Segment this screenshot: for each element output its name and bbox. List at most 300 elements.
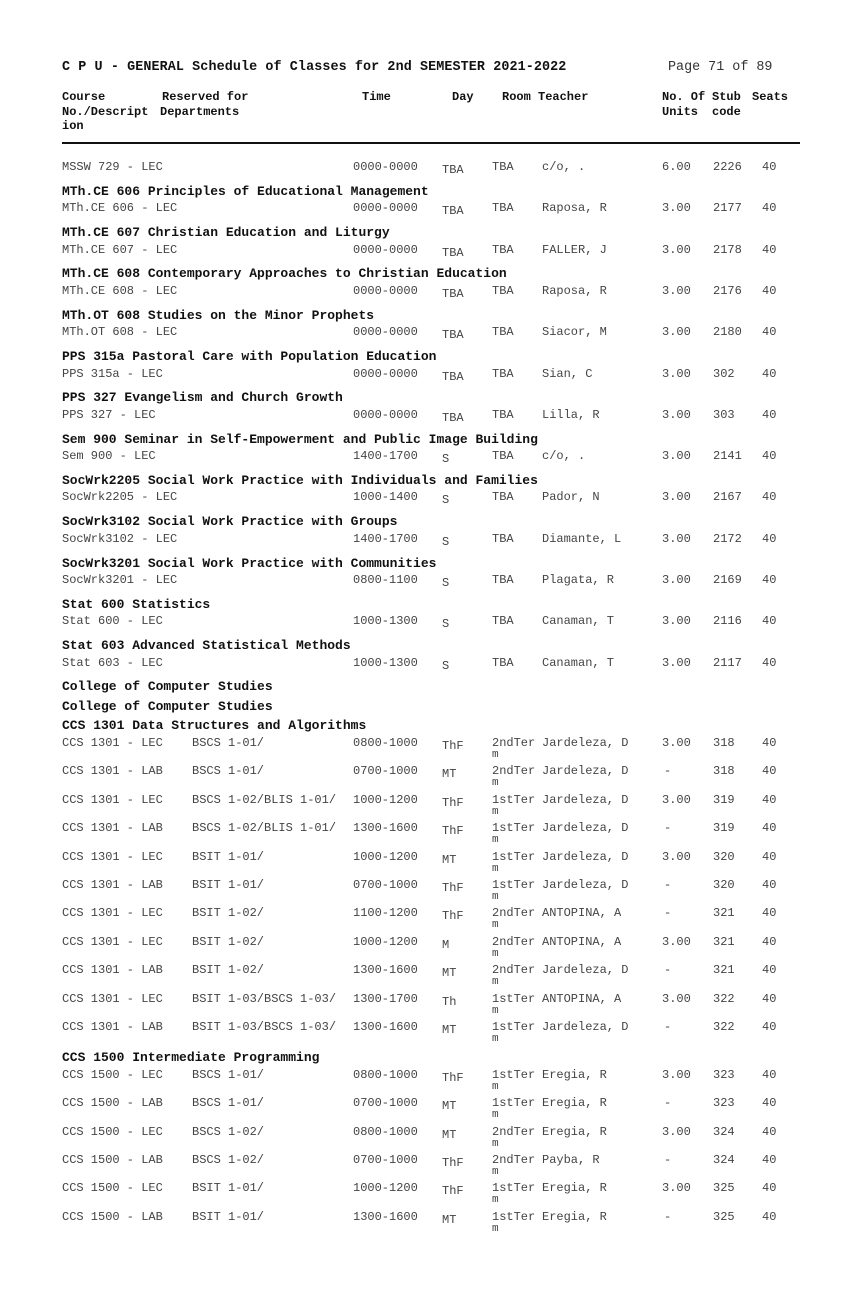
schedule-row (0, 243, 850, 263)
seats-cell-text: 40 (762, 764, 777, 779)
units-cell (664, 906, 704, 920)
course-cell-text: CCS 1301 - LEC (62, 991, 163, 1006)
seats-cell-text: 40 (762, 1019, 777, 1034)
seats-cell-text: 40 (762, 1181, 777, 1196)
room-cell (492, 1124, 536, 1150)
header-day: Day (452, 90, 474, 104)
stub-code-cell (713, 243, 742, 257)
room-cell-text: TBA (492, 573, 514, 587)
stub-code-cell-text: 324 (713, 1153, 735, 1167)
stub-code-cell (713, 160, 742, 174)
stub-code-cell (713, 850, 735, 864)
day-cell-text: TBA (442, 410, 464, 425)
room-cell-text: TBA (492, 407, 514, 422)
room-cell (492, 573, 514, 587)
day-cell-text: TBA (442, 204, 464, 219)
course-cell (62, 963, 163, 977)
stub-code-cell (713, 656, 742, 670)
units-cell (664, 1020, 704, 1034)
teacher-cell-text: Jardeleza, D (542, 877, 629, 892)
teacher-cell (542, 532, 621, 546)
course-cell (62, 1181, 163, 1195)
header-room-teacher: Room Teacher (502, 90, 589, 104)
schedule-row (0, 614, 850, 634)
units-cell (664, 1096, 704, 1110)
stub-code-cell-text: 322 (713, 991, 735, 1006)
time-cell-text: 1400-1700 (353, 531, 418, 546)
day-cell (442, 853, 456, 867)
day-cell (442, 1156, 464, 1170)
day-cell (442, 204, 464, 218)
header-seats: Seats (752, 90, 789, 104)
teacher-cell-text: Eregia, R (542, 1124, 607, 1139)
course-cell-text: CCS 1500 - LAB (62, 1209, 163, 1224)
seats-cell (762, 490, 776, 504)
stub-code-cell-text: 2177 (713, 201, 742, 216)
teacher-cell-text: Lilla, R (542, 407, 600, 422)
stub-code-cell (713, 325, 742, 339)
course-group-heading: MTh.CE 606 Principles of Educational Management (62, 183, 429, 199)
stub-code-cell (713, 1210, 735, 1224)
reserved-cell-text: BSCS 1-02/ (192, 1153, 265, 1167)
room-cell-text: 2ndTer (492, 934, 536, 949)
units-cell (664, 1210, 704, 1224)
header-units-line-2: Units (662, 104, 699, 119)
header-reserved (162, 90, 248, 119)
seats-cell (762, 1096, 776, 1110)
units-cell (662, 532, 702, 546)
course-cell-text: CCS 1500 - LEC (62, 1067, 163, 1082)
teacher-cell (542, 821, 628, 835)
course-group-heading: Stat 603 Advanced Statistical Methods (62, 638, 351, 654)
seats-cell (762, 243, 776, 257)
room-wrap-text: m (492, 919, 499, 932)
units-cell-text: 3.00 (662, 242, 691, 257)
room-cell (492, 160, 514, 174)
day-cell (442, 824, 464, 838)
stub-code-cell-text: 322 (713, 1019, 735, 1034)
stub-code-cell (713, 1181, 735, 1195)
teacher-cell-text: FALLER, J (542, 242, 607, 257)
course-cell-text: MSSW 729 - LEC (62, 160, 163, 174)
room-wrap-text: m (492, 1080, 499, 1093)
seats-cell-text: 40 (762, 531, 777, 546)
room-cell (492, 821, 536, 847)
course-cell (62, 935, 163, 949)
course-cell (62, 793, 163, 807)
course-group-heading: Stat 600 Statistics (62, 596, 211, 612)
time-cell-text: 0000-0000 (353, 201, 418, 216)
reserved-cell-text: BSCS 1-02/BLIS 1-01/ (192, 821, 337, 836)
room-cell-text: 1stTer (492, 1067, 536, 1082)
time-cell (353, 935, 418, 949)
teacher-cell (542, 1210, 607, 1224)
teacher-cell-text: Eregia, R (542, 1096, 607, 1111)
course-cell (62, 1210, 163, 1224)
room-cell-text: 1stTer (492, 1019, 536, 1034)
day-cell (442, 576, 449, 590)
units-cell-text: 3.00 (662, 934, 691, 949)
room-cell-text: 1stTer (492, 1096, 536, 1111)
seats-cell (762, 284, 776, 298)
day-cell (442, 1071, 464, 1085)
stub-code-cell-text: 2117 (713, 655, 742, 670)
header-course-line-2: No./Descript (62, 104, 149, 119)
room-cell-text: 2ndTer (492, 764, 536, 779)
reserved-cell (192, 764, 264, 778)
reserved-cell-text: BSIT 1-03/BSCS 1-03/ (192, 991, 337, 1006)
units-cell-text: 3.00 (662, 792, 691, 807)
room-cell-text: 1stTer (492, 792, 536, 807)
teacher-cell (542, 160, 585, 174)
course-cell (62, 243, 177, 257)
header-stub (712, 90, 741, 119)
time-cell (353, 821, 418, 835)
time-cell (353, 1181, 418, 1195)
schedule-row (0, 1124, 850, 1150)
teacher-cell-text: ANTOPINA, A (542, 991, 622, 1006)
seats-cell-text: 40 (762, 573, 777, 587)
time-cell (353, 614, 418, 628)
room-cell-text: TBA (492, 614, 514, 629)
room-cell-text: 1stTer (492, 821, 536, 836)
reserved-cell-text: BSIT 1-01/ (192, 877, 265, 892)
units-cell-text: 3.00 (662, 407, 691, 422)
schedule-row (0, 849, 850, 875)
stub-code-cell-text: 2172 (713, 531, 742, 546)
seats-cell (762, 1068, 776, 1082)
header-units (662, 90, 705, 119)
course-group-heading: MTh.CE 608 Contemporary Approaches to Christian Education (62, 266, 507, 282)
seats-cell-text: 40 (762, 849, 777, 864)
teacher-cell (542, 325, 607, 339)
teacher-cell (542, 573, 614, 587)
room-cell (492, 490, 514, 504)
schedule-row (0, 408, 850, 428)
units-cell-text: - (664, 963, 672, 978)
time-cell (353, 963, 418, 977)
stub-code-cell-text: 302 (713, 366, 735, 381)
units-cell (662, 656, 702, 670)
stub-code-cell (713, 284, 742, 298)
room-cell (492, 849, 536, 875)
seats-cell (762, 1125, 776, 1139)
day-cell (442, 411, 464, 425)
course-cell (62, 284, 177, 298)
stub-code-cell-text: 325 (713, 1209, 735, 1224)
room-wrap-text: m (492, 976, 499, 989)
room-cell (492, 408, 514, 422)
schedule-row (0, 1181, 850, 1207)
units-cell (662, 793, 702, 807)
course-cell-text: CCS 1500 - LEC (62, 1124, 163, 1139)
units-cell-text: - (664, 1209, 672, 1224)
room-cell (492, 735, 536, 761)
course-cell-text: MTh.OT 608 - LEC (62, 325, 178, 340)
time-cell-text: 0000-0000 (353, 160, 418, 174)
room-cell (492, 201, 514, 215)
day-cell-text: S (442, 576, 450, 590)
day-cell (442, 739, 464, 753)
day-cell-text: ThF (442, 1184, 464, 1199)
stub-code-cell-text: 323 (713, 1067, 735, 1082)
course-group-heading: MTh.OT 608 Studies on the Minor Prophets (62, 307, 375, 323)
course-cell-text: CCS 1301 - LEC (62, 906, 163, 921)
seats-cell-text: 40 (762, 201, 777, 216)
units-cell-text: 3.00 (662, 1067, 691, 1082)
units-cell-text: 3.00 (662, 991, 691, 1006)
seats-cell-text: 40 (762, 407, 777, 422)
stub-code-cell (713, 1153, 735, 1167)
room-cell (492, 1019, 536, 1045)
room-cell-text: 1stTer (492, 1181, 536, 1196)
teacher-cell (542, 935, 621, 949)
units-cell-text: 3.00 (662, 655, 691, 670)
room-cell (492, 1181, 536, 1207)
seats-cell-text: 40 (762, 490, 777, 505)
course-cell-text: CCS 1500 - LEC (62, 1181, 163, 1196)
schedule-row (0, 735, 850, 761)
room-cell-text: 1stTer (492, 877, 536, 892)
course-cell (62, 1096, 163, 1110)
teacher-cell-text: Sian, C (542, 366, 593, 381)
seats-cell-text: 40 (762, 906, 777, 921)
seats-cell-text: 40 (762, 792, 777, 807)
day-cell (442, 246, 464, 260)
day-cell (442, 370, 464, 384)
header-stub-line-1: Stub (712, 90, 741, 104)
stub-code-cell-text: 2169 (713, 573, 742, 587)
reserved-cell-text: BSCS 1-02/BLIS 1-01/ (192, 792, 337, 807)
seats-cell (762, 573, 776, 587)
teacher-cell (542, 878, 628, 892)
teacher-cell (542, 1096, 607, 1110)
units-cell (664, 878, 704, 892)
schedule-row (0, 325, 850, 345)
seats-cell (762, 367, 776, 381)
reserved-cell (192, 878, 264, 892)
seats-cell-text: 40 (762, 934, 777, 949)
reserved-cell-text: BSIT 1-03/BSCS 1-03/ (192, 1019, 337, 1034)
teacher-cell-text: Raposa, R (542, 283, 607, 298)
room-cell-text: 2ndTer (492, 1124, 536, 1139)
day-cell-text: MT (442, 852, 457, 867)
seats-cell-text: 40 (762, 614, 777, 629)
seats-cell (762, 878, 776, 892)
header-reserved-line-1: Reserved for (162, 90, 249, 104)
units-cell-text: - (664, 1096, 672, 1111)
course-cell-text: CCS 1500 - LAB (62, 1153, 163, 1167)
time-cell (353, 656, 418, 670)
room-cell-text: TBA (492, 283, 514, 298)
units-cell-text: - (664, 821, 672, 836)
seats-cell (762, 736, 776, 750)
day-cell-text: ThF (442, 1070, 464, 1085)
time-cell (353, 1125, 418, 1139)
day-cell (442, 881, 464, 895)
teacher-cell-text: Jardeleza, D (542, 792, 629, 807)
day-cell-text: MT (442, 767, 457, 782)
reserved-cell (192, 821, 336, 835)
course-cell (62, 656, 163, 670)
teacher-cell-text: Diamante, L (542, 531, 622, 546)
room-cell-text: 1stTer (492, 849, 536, 864)
time-cell-text: 0000-0000 (353, 325, 418, 340)
room-cell-text: 1stTer (492, 1209, 536, 1224)
schedule-row (0, 1067, 850, 1093)
seats-cell-text: 40 (762, 160, 777, 174)
day-cell (442, 493, 449, 507)
reserved-cell (192, 736, 264, 750)
stub-code-cell-text: 320 (713, 849, 735, 864)
stub-code-cell (713, 367, 735, 381)
course-cell-text: CCS 1301 - LAB (62, 764, 163, 779)
course-group-heading: College of Computer Studies (62, 679, 273, 695)
course-cell-text: SocWrk3201 - LEC (62, 573, 178, 587)
time-cell (353, 906, 418, 920)
course-cell (62, 736, 163, 750)
teacher-cell-text: Eregia, R (542, 1209, 607, 1224)
day-cell-text: ThF (442, 738, 464, 753)
course-cell (62, 201, 177, 215)
room-cell (492, 991, 536, 1017)
header-units-line-1: No. Of (662, 90, 706, 104)
schedule-row (0, 532, 850, 552)
time-cell-text: 0700-1000 (353, 1153, 418, 1167)
teacher-cell (542, 243, 607, 257)
reserved-cell-text: BSCS 1-02/ (192, 1124, 265, 1139)
seats-cell (762, 764, 776, 778)
units-cell (662, 850, 702, 864)
room-wrap-text: m (492, 1109, 499, 1122)
seats-cell (762, 449, 776, 463)
units-cell (664, 963, 704, 977)
room-wrap-text: m (492, 890, 499, 903)
seats-cell (762, 1020, 776, 1034)
room-cell (492, 934, 536, 960)
course-cell-text: PPS 327 - LEC (62, 407, 156, 422)
stub-code-cell (713, 1020, 735, 1034)
day-cell-text: TBA (442, 328, 464, 343)
room-cell-text: 2ndTer (492, 1153, 536, 1167)
seats-cell (762, 1210, 776, 1224)
units-cell (664, 764, 704, 778)
reserved-cell-text: BSIT 1-02/ (192, 934, 265, 949)
teacher-cell (542, 614, 614, 628)
time-cell-text: 1300-1600 (353, 821, 418, 836)
room-wrap-text: m (492, 1032, 499, 1045)
seats-cell-text: 40 (762, 991, 777, 1006)
teacher-cell (542, 284, 607, 298)
seats-cell-text: 40 (762, 1153, 777, 1167)
stub-code-cell (713, 992, 735, 1006)
header-stub-line-2: code (712, 104, 741, 119)
teacher-cell (542, 992, 621, 1006)
time-cell (353, 992, 418, 1006)
header-divider (62, 142, 800, 144)
stub-code-cell-text: 2116 (713, 614, 742, 629)
day-cell-text: MT (442, 1022, 457, 1037)
day-cell-text: TBA (442, 163, 464, 177)
units-cell (662, 573, 702, 587)
course-cell (62, 764, 163, 778)
day-cell-text: S (442, 658, 450, 673)
course-cell-text: Stat 600 - LEC (62, 614, 163, 629)
units-cell-text: 3.00 (662, 449, 691, 464)
course-cell (62, 878, 163, 892)
schedule-row (0, 877, 850, 903)
day-cell (442, 909, 464, 923)
time-cell-text: 0000-0000 (353, 407, 418, 422)
day-cell (442, 1128, 456, 1142)
day-cell (442, 1023, 456, 1037)
course-group-heading: College of Computer Studies (62, 698, 273, 714)
teacher-cell-text: Plagata, R (542, 573, 615, 587)
room-cell (492, 906, 536, 932)
time-cell (353, 201, 418, 215)
teacher-cell-text: ANTOPINA, A (542, 906, 622, 921)
room-cell (492, 1067, 536, 1093)
seats-cell (762, 160, 776, 174)
stub-code-cell-text: 318 (713, 764, 735, 779)
course-group-heading: Sem 900 Seminar in Self-Empowerment and Public Image Building (62, 431, 538, 447)
seats-cell (762, 793, 776, 807)
stub-code-cell-text: 318 (713, 735, 735, 750)
course-group-heading: CCS 1500 Intermediate Programming (62, 1050, 320, 1066)
seats-cell-text: 40 (762, 821, 777, 836)
course-cell-text: CCS 1301 - LEC (62, 735, 163, 750)
reserved-cell (192, 1210, 264, 1224)
room-cell (492, 243, 514, 257)
room-cell (492, 792, 536, 818)
reserved-cell-text: BSCS 1-01/ (192, 1067, 265, 1082)
day-cell (442, 163, 464, 177)
course-cell-text: CCS 1301 - LAB (62, 963, 163, 978)
header-course (62, 90, 148, 134)
units-cell (662, 408, 702, 422)
day-cell (442, 659, 449, 673)
time-cell (353, 532, 418, 546)
day-cell-text: S (442, 617, 450, 632)
course-cell-text: MTh.CE 607 - LEC (62, 242, 178, 257)
units-cell (662, 201, 702, 215)
stub-code-cell-text: 2180 (713, 325, 742, 340)
room-cell-text: TBA (492, 449, 514, 464)
seats-cell-text: 40 (762, 877, 777, 892)
time-cell-text: 0000-0000 (353, 366, 418, 381)
units-cell-text: 3.00 (662, 573, 691, 587)
schedule-row (0, 963, 850, 989)
teacher-cell-text: ANTOPINA, A (542, 934, 622, 949)
room-wrap-text: m (492, 834, 499, 847)
units-cell (664, 821, 704, 835)
schedule-row (0, 160, 850, 180)
room-cell (492, 1209, 536, 1235)
units-cell-text: - (664, 906, 672, 921)
course-cell-text: Stat 603 - LEC (62, 655, 163, 670)
page-number: Page 71 of 89 (668, 60, 773, 75)
units-cell (662, 243, 702, 257)
course-cell (62, 821, 163, 835)
course-cell-text: CCS 1500 - LAB (62, 1096, 163, 1111)
course-group-heading: PPS 327 Evangelism and Church Growth (62, 390, 343, 406)
stub-code-cell (713, 821, 735, 835)
schedule-row (0, 656, 850, 676)
course-cell (62, 906, 163, 920)
time-cell (353, 1096, 418, 1110)
teacher-cell (542, 906, 621, 920)
room-cell-text: 2ndTer (492, 735, 536, 750)
